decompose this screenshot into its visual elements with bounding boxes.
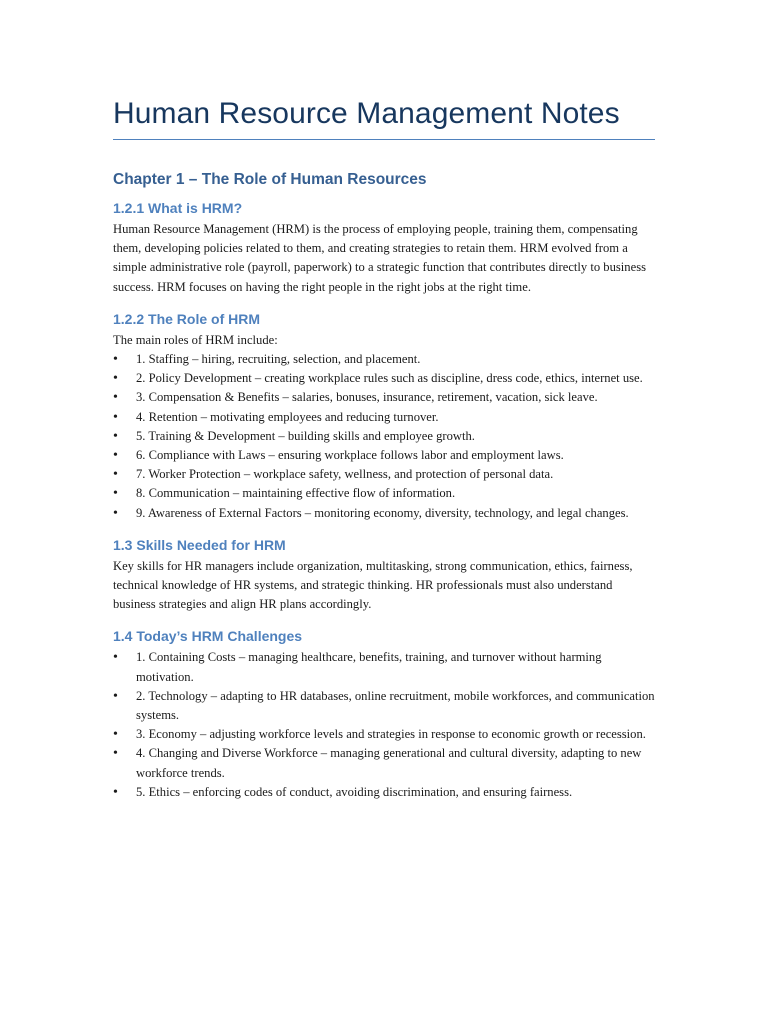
list-item <box>113 687 656 725</box>
list-item <box>113 648 656 686</box>
list-item-text: 2. Technology – adapting to HR databases, online recruitment, mobile workforces, and communication systems. <box>136 688 655 723</box>
list-item <box>113 408 656 427</box>
challenges-list <box>113 648 656 802</box>
role-intro-paragraph: The main roles of HRM include: <box>113 332 278 347</box>
list-item-text: 7. Worker Protection – workplace safety, wellness, and protection of personal data. <box>136 467 554 482</box>
list-item-text: 3. Economy – adjusting workforce levels and strategies in response to economic growth or recession. <box>136 727 646 742</box>
bullet-icon: • <box>113 352 118 368</box>
list-item <box>113 484 656 503</box>
list-item <box>113 465 656 484</box>
title-divider <box>113 139 655 140</box>
list-item-text: 4. Changing and Diverse Workforce – managing generational and cultural diversity, adapting to new workforce trends. <box>136 746 642 780</box>
list-item-text: 5. Training & Development – building skills and employee growth. <box>136 428 475 443</box>
bullet-icon: • <box>113 688 118 704</box>
list-item <box>113 427 656 446</box>
chapter-heading: Chapter 1 – The Role of Human Resources <box>113 171 427 188</box>
bullet-icon: • <box>113 784 118 800</box>
list-item-text: 8. Communication – maintaining effective flow of information. <box>136 486 456 501</box>
role-list <box>113 350 656 523</box>
bullet-icon: • <box>113 371 118 387</box>
section-heading-what-is-hrm: 1.2.1 What is HRM? <box>113 200 243 216</box>
bullet-icon: • <box>113 409 118 425</box>
list-item <box>113 725 656 744</box>
bullet-icon: • <box>113 390 118 406</box>
list-item-text: 3. Compensation & Benefits – salaries, bonuses, insurance, retirement, vacation, sick leave. <box>136 390 598 405</box>
bullet-icon: • <box>113 467 118 483</box>
section-heading-skills: 1.3 Skills Needed for HRM <box>113 536 286 553</box>
list-item-text: 6. Compliance with Laws – ensuring workplace follows labor and employment laws. <box>136 448 564 463</box>
bullet-icon: • <box>113 650 118 666</box>
skills-paragraph: Key skills for HR managers include organization, multitasking, strong communication, ethics, fairness, technical knowledge of HR systems, and strategic thinking. HR professionals must also understand business strategies and align HR plans accordingly. <box>113 558 633 612</box>
document-title: Human Resource Management Notes <box>113 97 620 130</box>
section-heading-challenges: 1.4 Today’s HRM Challenges <box>113 628 303 645</box>
bullet-icon: • <box>113 486 118 502</box>
bullet-icon: • <box>113 448 118 464</box>
list-item <box>113 388 656 407</box>
bullet-icon: • <box>113 727 118 743</box>
list-item <box>113 783 656 802</box>
what-is-hrm-paragraph: Human Resource Management (HRM) is the process of employing people, training them, compensating them, developing policies related to them, and creating strategies to retain them. HRM evolved from a simple administrative role (payroll, paperwork) to a strategic function that contributes directly to business success. HRM focuses on having the right people in the right jobs at the right time. <box>113 222 646 294</box>
section-heading-role-of-hrm: 1.2.2 The Role of HRM <box>113 310 261 327</box>
list-item <box>113 446 656 465</box>
list-item <box>113 504 656 523</box>
list-item-text: 1. Containing Costs – managing healthcare, benefits, training, and turnover without harming motivation. <box>136 650 602 684</box>
bullet-icon: • <box>113 505 118 521</box>
list-item-text: 9. Awareness of External Factors – monitoring economy, diversity, technology, and legal changes. <box>136 505 629 520</box>
list-item-text: 1. Staffing – hiring, recruiting, selection, and placement. <box>136 352 421 367</box>
list-item-text: 5. Ethics – enforcing codes of conduct, avoiding discrimination, and ensuring fairness. <box>136 784 573 799</box>
bullet-icon: • <box>113 746 118 762</box>
bullet-icon: • <box>113 428 118 444</box>
list-item-text: 2. Policy Development – creating workplace rules such as discipline, dress code, ethics, internet use. <box>136 371 643 386</box>
list-item-text: 4. Retention – motivating employees and reducing turnover. <box>136 409 439 424</box>
list-item <box>113 350 656 369</box>
list-item <box>113 744 656 782</box>
list-item <box>113 369 656 388</box>
